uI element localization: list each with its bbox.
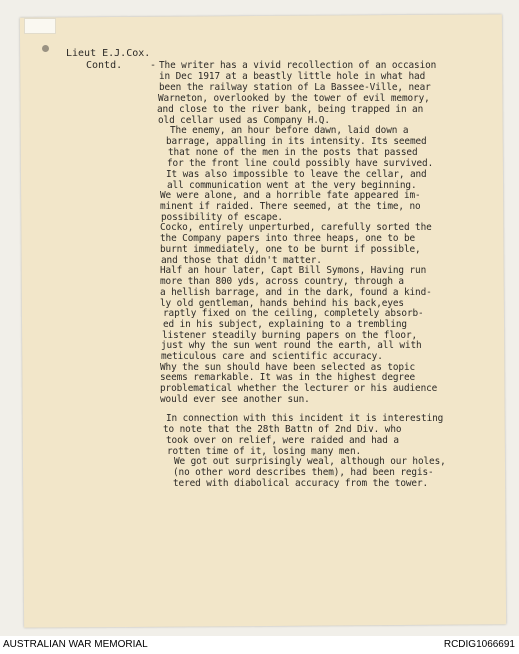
text-line: to note that the 28th Battn of 2nd Div. who — [163, 424, 402, 435]
text-line: The enemy, an hour before dawn, laid down a — [170, 125, 409, 136]
text-line: for the front line could possibly have survived. — [167, 158, 434, 169]
text-line: barrage, appalling in its intensity. Its seemed — [166, 136, 427, 147]
text-line: We got out surprisingly weal, although our holes, — [174, 456, 446, 467]
tape-fragment — [24, 18, 56, 34]
text-line: Warneton, overlooked by the tower of evil memory, — [158, 93, 430, 104]
text-line: that none of the men in the posts that passed — [168, 147, 418, 158]
punch-hole — [42, 45, 49, 52]
text-line: more than 800 yds, across country, through a — [160, 276, 404, 287]
text-line: a hellish barrage, and in the dark, found a kind- — [160, 287, 432, 298]
text-line: problematical whether the lecturer or his audience — [160, 383, 438, 394]
institution-label: AUSTRALIAN WAR MEMORIAL — [3, 639, 148, 650]
text-line: possibility of escape. — [161, 212, 283, 223]
text-line: ly old gentleman, hands behind his back,eyes — [160, 298, 404, 309]
text-line: ed in his subject, explaining to a trembling — [163, 319, 407, 330]
text-line: would ever see another sun. — [160, 394, 310, 405]
text-line: in Dec 1917 at a beastly little hole in what had — [159, 71, 426, 82]
text-line: and close to the river bank, being trapped in an — [157, 104, 424, 115]
text-line: listener steadily burning papers on the floor, — [162, 330, 418, 341]
text-line: Why the sun should have been selected as topic — [160, 362, 416, 373]
text-line: and those that didn't matter. — [161, 255, 322, 266]
record-id: RCDIG1066691 — [443, 639, 515, 650]
text-line: (no other word describes them), had been regis- — [173, 467, 434, 478]
text-line: just why the sun went round the earth, all with — [161, 340, 422, 351]
text-line: old cellar used as Company H.Q. — [158, 115, 330, 126]
text-line: rotten time of it, losing many men. — [167, 446, 362, 457]
text-line: burnt immediately, one to be burnt if possible, — [160, 244, 421, 255]
text-line: raptly fixed on the ceiling, completely absorb- — [163, 308, 424, 319]
text-line: It was also impossible to leave the cellar, and — [166, 169, 427, 180]
text-line: tered with diabolical accuracy from the tower. — [173, 478, 429, 489]
text-line: minent if raided. There seemed, at the time, no — [160, 201, 421, 212]
text-line: The writer has a vivid recollection of an occasion — [159, 60, 437, 71]
paragraph-bullet: - — [150, 60, 157, 71]
text-line: Cocko, entirely unperturbed, carefully sorted the — [160, 222, 432, 233]
text-line: been the railway station of La Bassee-Ville, near — [159, 82, 431, 93]
text-line: took over on relief, were raided and had a — [166, 435, 399, 446]
author-name: Lieut E.J.Cox. — [66, 48, 151, 59]
continued-label: Contd. — [86, 60, 123, 71]
text-line: We were alone, and a horrible fate appeared im- — [160, 190, 421, 201]
text-line: all communication went at the very beginning. — [167, 180, 417, 191]
text-line: meticulous care and scientific accuracy. — [161, 351, 383, 362]
document-header — [66, 48, 150, 72]
text-line: the Company papers into three heaps, one to be — [160, 233, 416, 244]
text-line: Half an hour later, Capt Bill Symons, Having run — [160, 265, 427, 276]
text-line: seems remarkable. It was in the highest degree — [160, 372, 416, 383]
archive-footer — [0, 636, 519, 654]
text-line: In connection with this incident it is interesting — [166, 413, 444, 424]
